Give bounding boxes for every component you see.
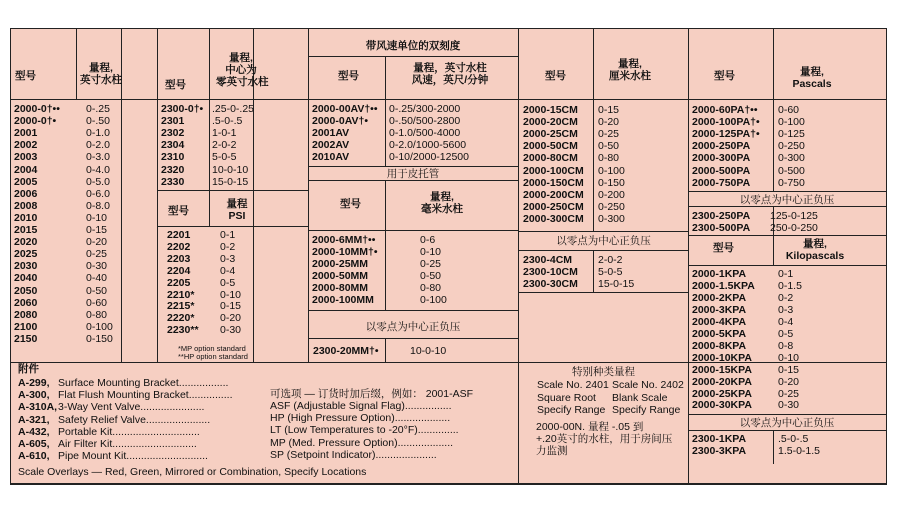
cm-row-range: 0-15 xyxy=(598,104,620,116)
kpa-header-model: 型号 xyxy=(713,242,734,254)
psi-row-range: 0-3 xyxy=(220,252,236,265)
psi-row-range: 0-1 xyxy=(220,229,236,241)
cm-row-range: 0-200 xyxy=(598,188,625,201)
col1-row-range: 0-25 xyxy=(86,248,108,261)
options-title: 可选项 — 订货时加后缀，例如： 2001-ASF xyxy=(270,388,474,400)
table-rule xyxy=(157,28,158,362)
col5-zc-title: 以零点为中心正负压 xyxy=(739,194,835,206)
pitot-label: 用于皮托管 xyxy=(386,168,440,180)
col1-row-model: 2050 xyxy=(14,284,38,297)
special-left: Specify Range xyxy=(537,404,606,416)
col2-row-range: 2-0-2 xyxy=(212,139,237,152)
pa-row-range: 0-60 xyxy=(778,104,800,116)
col1-row-range: 0-50 xyxy=(86,284,108,297)
av-row-model: 2010AV xyxy=(312,151,350,164)
col4-header-range: 量程, 厘米水柱 xyxy=(609,58,651,82)
option-item: SP (Setpoint Indicator)..................... xyxy=(270,448,437,461)
col4-header-model: 型号 xyxy=(545,70,566,82)
pa-row-model: 2000-300PA xyxy=(692,152,751,165)
col1-row-model: 2001 xyxy=(14,127,38,140)
table-rule xyxy=(158,226,308,227)
col2-row-range: 1-0-1 xyxy=(212,127,237,140)
col2-row-range: 5-0-5 xyxy=(212,151,237,164)
kpa-row-model: 2000-1.5KPA xyxy=(692,279,755,292)
av-row-model: 2002AV xyxy=(312,139,350,152)
table-rule xyxy=(886,28,887,484)
kpa-row-model: 2000-8KPA xyxy=(692,339,747,352)
col2-row-model: 2301 xyxy=(161,115,185,128)
mm-row-range: 0-6 xyxy=(420,234,436,246)
col1-row-model: 2003 xyxy=(14,151,38,164)
accessory-name: Pipe Mount Kit............................ xyxy=(58,450,208,463)
psi-header-model: 型号 xyxy=(168,205,189,217)
psi-row-range: 0-2 xyxy=(220,240,236,253)
special-right: Blank Scale xyxy=(612,391,668,404)
table-rule xyxy=(688,206,886,207)
col5-header-model: 型号 xyxy=(714,70,735,82)
accessory-name: Air Filter Kit............................. xyxy=(58,438,197,450)
av-row-model: 2000-0AV†• xyxy=(312,115,369,128)
cm-zc-row-range: 15-0-15 xyxy=(598,278,635,291)
accessory-code: A-605, xyxy=(18,438,50,450)
cm-row-model: 2000-20CM xyxy=(523,116,578,129)
col2-row-range: .5-0-.5 xyxy=(212,115,243,128)
col2-header-range: 量程, 中心为 零英寸水柱 xyxy=(216,52,269,88)
special-right: Specify Range xyxy=(612,404,681,416)
scale-overlays: Scale Overlays — Red, Green, Mirrored or Combination, Specify Locations xyxy=(18,466,367,478)
col1-row-model: 2150 xyxy=(14,332,38,345)
av-row-range: 0-.25/300-2000 xyxy=(389,103,461,115)
cm-row-range: 0-50 xyxy=(598,140,620,153)
col1-row-model: 2020 xyxy=(14,236,38,249)
col1-row-range: 0-3.0 xyxy=(86,151,110,164)
table-rule xyxy=(158,190,308,191)
table-rule xyxy=(688,414,886,415)
pa-zc-row-model: 2300-250PA xyxy=(692,210,751,222)
col1-header-range: 量程, 英寸水柱 xyxy=(80,62,122,86)
table-rule xyxy=(10,484,887,485)
table-rule xyxy=(773,28,774,191)
table-rule xyxy=(308,99,518,100)
zc-title: 以零点为中心正负压 xyxy=(365,321,461,333)
table-rule xyxy=(519,231,688,232)
cm-row-model: 2000-25CM xyxy=(523,128,578,141)
cm-zc-row-model: 2300-30CM xyxy=(523,278,578,291)
mm-row-range: 0-100 xyxy=(420,294,447,306)
col2-row-model: 2304 xyxy=(161,139,185,152)
table-rule xyxy=(593,28,594,231)
note-mp: *MP option standard xyxy=(178,344,246,353)
col2-row-model: 2310 xyxy=(161,151,185,164)
col3-header-model: 型号 xyxy=(338,70,359,82)
cm-row-model: 2000-250CM xyxy=(523,200,584,213)
kpa-row-model: 2000-5KPA xyxy=(692,327,747,340)
kpa-zc-row-model: 2300-1KPA xyxy=(692,433,747,445)
mm-row-model: 2000-80MM xyxy=(312,282,369,294)
col1-row-model: 2000-0†• xyxy=(14,115,57,128)
psi-row-model: 2203 xyxy=(167,252,191,265)
av-row-range: 0-10/2000-12500 xyxy=(389,151,469,164)
pa-row-range: 0-500 xyxy=(778,164,805,177)
table-rule xyxy=(308,230,518,231)
pa-zc-row-range: 250-0-250 xyxy=(770,222,818,235)
psi-row-model: 2204 xyxy=(167,264,191,277)
table-rule xyxy=(10,99,157,100)
col2-row-model: 2300-0†• xyxy=(161,103,204,115)
kpa-row-range: 0-15 xyxy=(778,363,800,376)
col1-row-model: 2010 xyxy=(14,211,38,224)
col1-row-model: 2040 xyxy=(14,272,38,285)
cm-row-model: 2000-200CM xyxy=(523,188,584,201)
kpa-zc-row-range: 1.5-0-1.5 xyxy=(778,445,821,458)
accessory-code: A-432, xyxy=(18,425,50,438)
kpa-row-range: 0-5 xyxy=(778,327,794,340)
kpa-row-model: 2000-10KPA xyxy=(692,351,752,364)
psi-row-model: 2215* xyxy=(167,300,195,313)
note-hp: **HP option standard xyxy=(178,352,248,361)
table-rule xyxy=(519,292,688,293)
psi-row-model: 2205 xyxy=(167,276,191,289)
accessory-code: A-300, xyxy=(18,389,50,402)
table-rule xyxy=(209,190,210,226)
accessory-name: Safety Relief Valve...................... xyxy=(58,413,211,426)
col1-row-range: 0-100 xyxy=(86,320,113,333)
pa-row-model: 2000-60PA†•• xyxy=(692,104,758,116)
pa-row-range: 0-250 xyxy=(778,140,805,153)
table-rule xyxy=(308,338,518,339)
pa-row-model: 2000-500PA xyxy=(692,164,751,177)
table-rule xyxy=(308,166,518,167)
col2-row-range: 10-0-10 xyxy=(212,163,249,176)
special-right: Scale No. 2402 xyxy=(612,379,684,391)
mm-row-model: 2000-6MM†•• xyxy=(312,234,376,246)
table-rule xyxy=(773,430,774,464)
kpa-row-range: 0-1.5 xyxy=(778,279,802,292)
col1-row-model: 2004 xyxy=(14,163,38,176)
col1-row-model: 2025 xyxy=(14,248,38,261)
table-rule xyxy=(688,28,689,484)
table-rule xyxy=(10,28,11,484)
col1-row-model: 2008 xyxy=(14,199,38,212)
col1-row-range: 0-.25 xyxy=(86,103,110,115)
cm-zc-row-range: 2-0-2 xyxy=(598,254,623,266)
kpa-row-range: 0-30 xyxy=(778,399,800,412)
psi-row-range: 0-10 xyxy=(220,288,242,301)
col1-row-range: 0-15 xyxy=(86,224,108,236)
pa-zc-row-range: 125-0-125 xyxy=(770,210,818,222)
kpa-row-range: 0-8 xyxy=(778,339,794,352)
pa-row-model: 2000-100PA†• xyxy=(692,116,760,129)
col1-row-range: 0-150 xyxy=(86,332,113,345)
mm-row-model: 2000-100MM xyxy=(312,294,374,306)
pa-row-model: 2000-125PA†• xyxy=(692,128,760,141)
col2-row-model: 2302 xyxy=(161,127,185,140)
col2-row-range: .25-0-.25 xyxy=(212,103,255,115)
col1-row-range: 0-4.0 xyxy=(86,163,110,176)
special-left: Scale No. 2401 xyxy=(537,379,609,391)
col1-row-model: 2060 xyxy=(14,296,38,309)
col1-row-range: 0-2.0 xyxy=(86,139,110,152)
cm-row-model: 2000-100CM xyxy=(523,164,584,177)
col5-header-range: 量程, Pascals xyxy=(792,66,832,90)
psi-row-range: 0-15 xyxy=(220,300,242,313)
kpa-zc-row-range: .5-0-.5 xyxy=(778,433,809,445)
col3-header-range: 量程，英寸水柱 风速，英尺/分钟 xyxy=(411,62,489,86)
cm-row-model: 2000-15CM xyxy=(523,104,578,116)
kpa-zc-row-model: 2300-3KPA xyxy=(692,445,747,458)
table-rule xyxy=(773,235,774,265)
option-item: MP (Med. Pressure Option)................... xyxy=(270,436,454,449)
col1-header-model: 型号 xyxy=(15,70,36,82)
psi-row-model: 2210* xyxy=(167,288,195,301)
kpa-row-model: 2000-3KPA xyxy=(692,303,747,316)
table-rule xyxy=(308,310,518,311)
psi-row-model: 2230** xyxy=(167,324,199,337)
cm-row-range: 0-150 xyxy=(598,176,625,189)
table-rule xyxy=(519,250,688,251)
psi-row-range: 0-20 xyxy=(220,312,242,325)
mm-row-model: 2000-50MM xyxy=(312,270,369,282)
mm-header-model: 型号 xyxy=(340,198,361,210)
psi-row-range: 0-5 xyxy=(220,276,236,289)
kpa-row-range: 0-4 xyxy=(778,315,794,328)
pa-row-model: 2000-250PA xyxy=(692,140,751,153)
av-row-range: 0-1.0/500-4000 xyxy=(389,127,461,140)
accessory-code: A-310A, xyxy=(18,401,58,414)
pa-row-range: 0-100 xyxy=(778,116,805,129)
cm-row-model: 2000-300CM xyxy=(523,212,584,225)
pa-zc-row-model: 2300-500PA xyxy=(692,222,751,235)
col1-row-range: 0-6.0 xyxy=(86,187,110,200)
accessory-name: 3-Way Vent Valve...................... xyxy=(58,401,205,414)
cm-row-range: 0-80 xyxy=(598,152,620,165)
col2-row-model: 2320 xyxy=(161,163,185,176)
col3-title: 带风速单位的双刻度 xyxy=(365,40,461,52)
kpa-row-model: 2000-2KPA xyxy=(692,291,747,304)
kpa-row-range: 0-25 xyxy=(778,387,800,400)
accessory-code: A-321, xyxy=(18,413,50,426)
table-rule xyxy=(10,362,887,363)
table-rule xyxy=(688,265,886,266)
col1-row-model: 2000-0†•• xyxy=(14,103,60,115)
option-item: ASF (Adjustable Signal Flag)................ xyxy=(270,400,452,412)
cm-zc-row-model: 2300-4CM xyxy=(523,254,573,266)
special-note: 2000-00N. 量程 -.05 到 +.20英寸的水柱，用于房间压 力监测 xyxy=(536,421,673,457)
psi-row-range: 0-4 xyxy=(220,264,236,277)
table-rule xyxy=(688,191,886,192)
accessory-code: A-610, xyxy=(18,450,50,463)
cm-row-range: 0-20 xyxy=(598,116,620,129)
col1-row-range: 0-10 xyxy=(86,211,108,224)
zc-mm-row-model: 2300-20MM†• xyxy=(313,345,379,357)
table-rule xyxy=(688,99,886,100)
mm-row-range: 0-10 xyxy=(420,246,442,258)
mm-row-range: 0-80 xyxy=(420,282,442,294)
col1-row-range: 0-5.0 xyxy=(86,175,110,188)
special-title: 特别种类量程 xyxy=(572,366,635,378)
special-left: Square Root xyxy=(537,391,596,404)
kpa-row-model: 2000-25KPA xyxy=(692,387,752,400)
psi-header-range: 量程 PSI xyxy=(226,198,248,222)
col1-row-range: 0-80 xyxy=(86,308,108,321)
kpa-row-range: 0-10 xyxy=(778,351,800,364)
col1-row-model: 2002 xyxy=(14,139,38,152)
col1-row-model: 2030 xyxy=(14,260,38,273)
cm-row-range: 0-100 xyxy=(598,164,625,177)
kpa-row-model: 2000-30KPA xyxy=(692,399,752,412)
col1-row-range: 0-30 xyxy=(86,260,108,273)
kpa-row-range: 0-20 xyxy=(778,375,800,388)
kpa-row-model: 2000-4KPA xyxy=(692,315,747,328)
col1-row-range: 0-1.0 xyxy=(86,127,110,140)
cm-zc-row-range: 5-0-5 xyxy=(598,266,623,279)
accessory-name: Portable Kit.............................. xyxy=(58,425,200,438)
col1-row-range: 0-40 xyxy=(86,272,108,285)
kpa-row-range: 0-2 xyxy=(778,291,794,304)
table-rule xyxy=(688,235,886,236)
table-rule xyxy=(10,28,887,29)
table-rule xyxy=(519,99,688,100)
cm-zc-row-model: 2300-10CM xyxy=(523,266,578,279)
cm-row-range: 0-250 xyxy=(598,200,625,213)
col1-row-model: 2100 xyxy=(14,320,38,333)
col1-row-model: 2015 xyxy=(14,224,38,236)
col1-row-model: 2080 xyxy=(14,308,38,321)
psi-row-model: 2220* xyxy=(167,312,195,325)
table-rule xyxy=(385,56,386,166)
mm-row-model: 2000-10MM†• xyxy=(312,246,378,258)
accessory-name: Surface Mounting Bracket................. xyxy=(58,377,229,389)
col2-row-range: 15-0-15 xyxy=(212,175,249,188)
table-rule xyxy=(688,430,886,431)
pa-row-range: 0-750 xyxy=(778,176,805,189)
psi-row-model: 2202 xyxy=(167,240,191,253)
mm-row-range: 0-25 xyxy=(420,258,442,270)
table-rule xyxy=(308,56,518,57)
kpa-header-range: 量程, Kilopascals xyxy=(785,238,845,262)
pa-row-range: 0-125 xyxy=(778,128,805,141)
cm-row-model: 2000-80CM xyxy=(523,152,578,165)
cm-row-range: 0-25 xyxy=(598,128,620,141)
kpa-row-range: 0-3 xyxy=(778,303,794,316)
option-item: HP (High Pressure Option)................... xyxy=(270,412,451,425)
cm-row-model: 2000-150CM xyxy=(523,176,584,189)
psi-row-range: 0-30 xyxy=(220,324,242,337)
av-row-range: 0-2.0/1000-5600 xyxy=(389,139,467,152)
table-rule xyxy=(209,28,210,190)
accessory-name: Flat Flush Mounting Bracket............... xyxy=(58,389,233,402)
kpa-row-model: 2000-1KPA xyxy=(692,268,747,280)
col2-header-model: 型号 xyxy=(165,79,186,91)
cm-row-model: 2000-50CM xyxy=(523,140,578,153)
col1-row-model: 2005 xyxy=(14,175,38,188)
pa-row-range: 0-300 xyxy=(778,152,805,165)
col4-zc-title: 以零点为中心正负压 xyxy=(556,235,651,247)
col1-row-range: 0-8.0 xyxy=(86,199,110,212)
psi-row-model: 2201 xyxy=(167,229,191,241)
table-rule xyxy=(76,28,77,99)
option-item: LT (Low Temperatures to -20°F).............. xyxy=(270,424,459,437)
accessories-title: 附件 xyxy=(18,363,39,375)
table-rule xyxy=(593,250,594,292)
table-rule xyxy=(385,338,386,362)
mm-row-range: 0-50 xyxy=(420,270,442,282)
table-rule xyxy=(158,99,308,100)
av-row-model: 2001AV xyxy=(312,127,350,140)
col2-row-model: 2330 xyxy=(161,175,185,188)
av-row-model: 2000-00AV†•• xyxy=(312,103,378,115)
table-rule xyxy=(308,28,309,362)
kpa-row-model: 2000-20KPA xyxy=(692,375,752,388)
table-rule xyxy=(308,180,518,181)
pa-row-model: 2000-750PA xyxy=(692,176,751,189)
accessory-code: A-299, xyxy=(18,377,50,389)
mm-header-range: 量程, 毫米水柱 xyxy=(421,191,463,215)
col1-row-range: 0-.50 xyxy=(86,115,110,128)
av-row-range: 0-.50/500-2800 xyxy=(389,115,461,128)
mm-row-model: 2000-25MM xyxy=(312,258,369,270)
col1-row-range: 0-20 xyxy=(86,236,108,249)
cm-row-range: 0-300 xyxy=(598,212,625,225)
col5-zc2-title: 以零点为中心正负压 xyxy=(739,417,835,429)
zc-mm-row-range: 10-0-10 xyxy=(410,345,447,357)
kpa-row-range: 0-1 xyxy=(778,268,794,280)
table-rule xyxy=(385,180,386,310)
table-rule xyxy=(518,28,519,484)
col1-row-range: 0-60 xyxy=(86,296,108,309)
col1-row-model: 2006 xyxy=(14,187,38,200)
kpa-row-model: 2000-15KPA xyxy=(692,363,752,376)
